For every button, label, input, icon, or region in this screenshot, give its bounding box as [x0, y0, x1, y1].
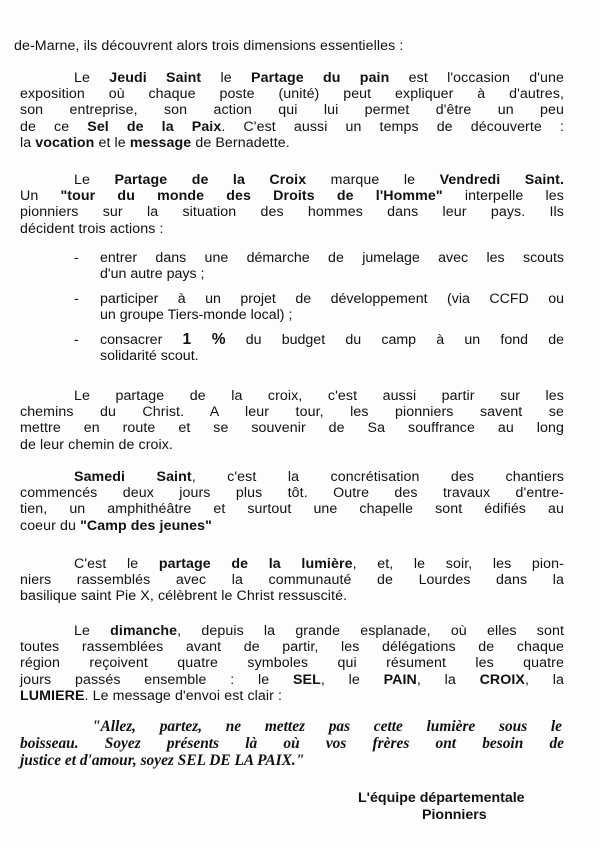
paragraph-samedi-saint-body — [20, 485, 564, 534]
action-list — [74, 250, 564, 364]
text-line: Le partage de la croix, c'est aussi partir sur les — [74, 388, 564, 404]
paragraph-vendredi-saint-body — [20, 188, 564, 237]
paragraph-partage-croix-body — [20, 404, 564, 453]
text-line: solidarité scout. — [100, 348, 199, 365]
signature-block — [340, 790, 580, 823]
text-line: mettre en route et se souvenir de Sa souffrance au long — [20, 420, 564, 437]
text-line: Le Partage de la Croix marque le Vendredi Saint. — [74, 172, 565, 188]
text-line: coeur du "Camp des jeunes" — [20, 517, 212, 534]
closing-quote-body — [20, 735, 564, 769]
text-line: région reçoivent quatre symboles qui résument les quatre — [20, 655, 564, 672]
text-line: d'un autre pays ; — [100, 266, 205, 283]
paragraph-jeudi-saint-body — [20, 86, 564, 152]
list-item — [74, 250, 564, 283]
text-line: la vocation et le message de Bernadette. — [20, 135, 290, 152]
paragraph-intro — [14, 38, 574, 54]
text-line: chemins du Christ. A leur tour, les pionniers savent se — [20, 404, 564, 420]
text-line: toutes rassemblées avant de partir, les délégations de chaque — [20, 639, 564, 655]
text-line: son entreprise, son action qui lui permet d'être un peu — [20, 102, 564, 119]
text-line: pionniers sur la situation des hommes dans leur pays. Ils — [20, 204, 564, 221]
dash-marker: - — [74, 290, 79, 307]
paragraph-vendredi-saint-first — [74, 172, 564, 188]
paragraph-samedi-saint-first — [74, 469, 564, 485]
text-line: participer à un projet de développement (via CCFD ou — [100, 290, 564, 307]
paragraph-jeudi-saint — [74, 70, 564, 86]
paragraph-lumiere-body — [20, 572, 564, 605]
text-line: jours passés ensemble : le SEL, le PAIN, la CROIX, la — [20, 671, 564, 688]
text-line: entrer dans une démarche de jumelage avec les scouts — [100, 250, 564, 266]
text-line: de leur chemin de croix. — [20, 436, 174, 453]
text-line: "Allez, partez, ne mettez pas cette lumière sous le — [92, 718, 562, 735]
text-line: un groupe Tiers-monde local) ; — [100, 307, 293, 324]
text-line: consacrer 1 % du budget du camp à un fond de — [100, 330, 565, 348]
text-line: C'est le partage de la lumière, et, le soir, les pion- — [74, 556, 564, 572]
text-line: commencés deux jours plus tôt. Outre des travaux d'entre- — [20, 485, 564, 501]
list-item — [74, 291, 564, 324]
paragraph-lumiere-first — [74, 556, 564, 572]
signature-group: Pionniers — [422, 806, 487, 823]
closing-quote — [92, 718, 562, 735]
text-line: boisseau. Soyez présents là où vos frères ont besoin de — [20, 735, 564, 752]
signature-team: L'équipe départementale — [358, 790, 525, 806]
dash-marker: - — [74, 331, 79, 348]
text-line: niers rassemblés avec la communauté de Lourdes dans la — [20, 572, 564, 588]
text-line: Le dimanche, depuis la grande esplanade, où elles sont — [74, 623, 564, 639]
text-line: de ce Sel de la Paix. C'est aussi un temps de découverte : — [20, 118, 564, 135]
text-line: Un "tour du monde des Droits de l'Homme" interpelle les — [20, 188, 564, 204]
paragraph-dimanche-first — [74, 623, 564, 639]
text-line: décident trois actions : — [20, 220, 164, 237]
text-line: LUMIERE. Le message d'envoi est clair : — [20, 688, 283, 705]
paragraph-partage-croix-first — [74, 388, 564, 404]
text-line: tien, un amphithéâtre et surtout une chapelle sont édifiés au — [20, 501, 564, 518]
paragraph-dimanche-body — [20, 639, 564, 705]
text-line: justice et d'amour, soyez SEL DE LA PAIX." — [20, 752, 305, 769]
text-line: basilique saint Pie X, célèbrent le Christ ressuscité. — [20, 588, 348, 605]
list-item — [74, 332, 564, 365]
text-line: Samedi Saint, c'est la concrétisation des chantiers — [74, 469, 564, 485]
text-line: Le Jeudi Saint le Partage du pain est l'occasion d'une — [74, 70, 564, 86]
text-line: de-Marne, ils découvrent alors trois dimensions essentielles : — [14, 38, 404, 54]
dash-marker: - — [74, 250, 79, 266]
text-line: exposition où chaque poste (unité) peut expliquer à d'autres, — [20, 86, 564, 102]
